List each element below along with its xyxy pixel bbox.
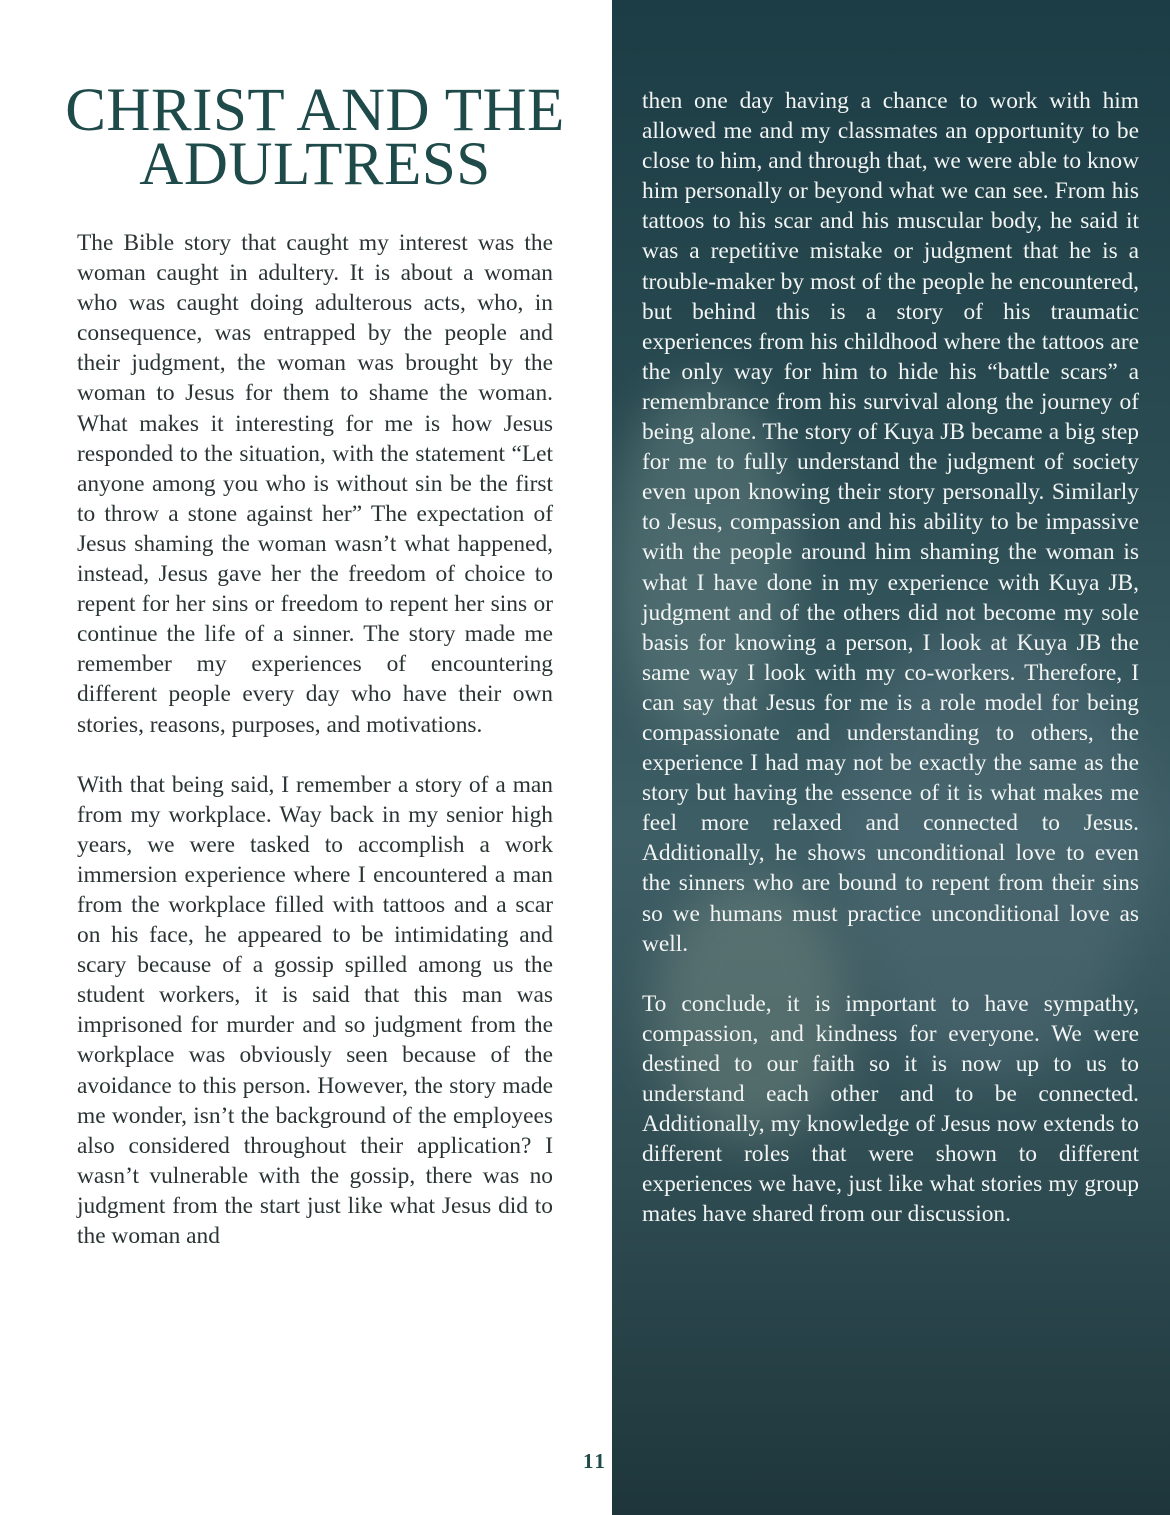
- paragraph: To conclude, it is important to have sympathy, compassion, and kindness for everyone. We were destined to our faith so it is now up to us to understand each other and to be connected. Additionally, my knowledge of Jesus now extends to different roles that were shown to different experiences we have, just like what stories my group mates have shared from our discussion.: [642, 990, 1139, 1228]
- left-body-text: [77, 228, 553, 1251]
- paragraph: then one day having a chance to work with him allowed me and my classmates an opportunity to be close to him, and through that, we were able to know him personally or beyond what we can see. From his tattoos to his scar and his muscular body, he said it was a repetitive mistake or judgment that he is a trouble-maker by most of the people he encountered, but behind this is a story of his traumatic experiences from his childhood where the tattoos are the only way for him to hide his “battle scars” a remembrance from his survival along the journey of being alone. The story of Kuya JB became a big step for me to fully understand the judgment of society even upon knowing their story personally. Similarly to Jesus, compassion and his ability to be impassive with the people around him shaming the woman is what I have done in my experience with Kuya JB, judgment and of the others did not become my sole basis for knowing a person, I look at Kuya JB the same way I look with my co-workers. Therefore, I can say that Jesus for me is a role model for being compassionate and understanding to others, the experience I had may not be exactly the same as the story but having the essence of it is what makes me feel more relaxed and connected to Jesus. Additionally, he shows unconditional love to even the sinners who are bound to repent from their sins so we humans must practice unconditional love as well.: [642, 88, 1139, 957]
- page-number: 11: [583, 1449, 607, 1473]
- paragraph: With that being said, I remember a story of a man from my workplace. Way back in my senior high years, we were tasked to accomplish a work immersion experience where I encountered a man from the workplace filled with tattoos and a scar on his face, he appeared to be intimidating and scary because of a gossip spilled among us the student workers, it is said that this man was imprisoned for murder and so judgment from the workplace was obviously seen because of the avoidance to this person. However, the story made me wonder, isn’t the background of the employees also considered throughout their application? I wasn’t vulnerable with the gossip, there was no judgment from the start just like what Jesus did to the woman and: [77, 771, 553, 1249]
- right-body-text: [642, 86, 1139, 1229]
- right-column-image-panel: [612, 0, 1170, 1515]
- page-title: CHRIST AND THE ADULTRESS: [65, 77, 565, 198]
- paragraph: The Bible story that caught my interest was the woman caught in adultery. It is about a woman who was caught doing adulterous acts, who, in consequence, was entrapped by the people and their judgment, the woman was brought by the woman to Jesus for them to shame the woman. What makes it interesting for me is how Jesus responded to the situation, with the statement “Let anyone among you who is without sin be the first to throw a stone against her” The expectation of Jesus shaming the woman wasn’t what happened, instead, Jesus gave her the freedom of choice to repent for her sins or freedom to repent her sins or continue the life of a sinner. The story made me remember my experiences of encountering different people every day who have their own stories, reasons, purposes, and motivations.: [77, 230, 553, 738]
